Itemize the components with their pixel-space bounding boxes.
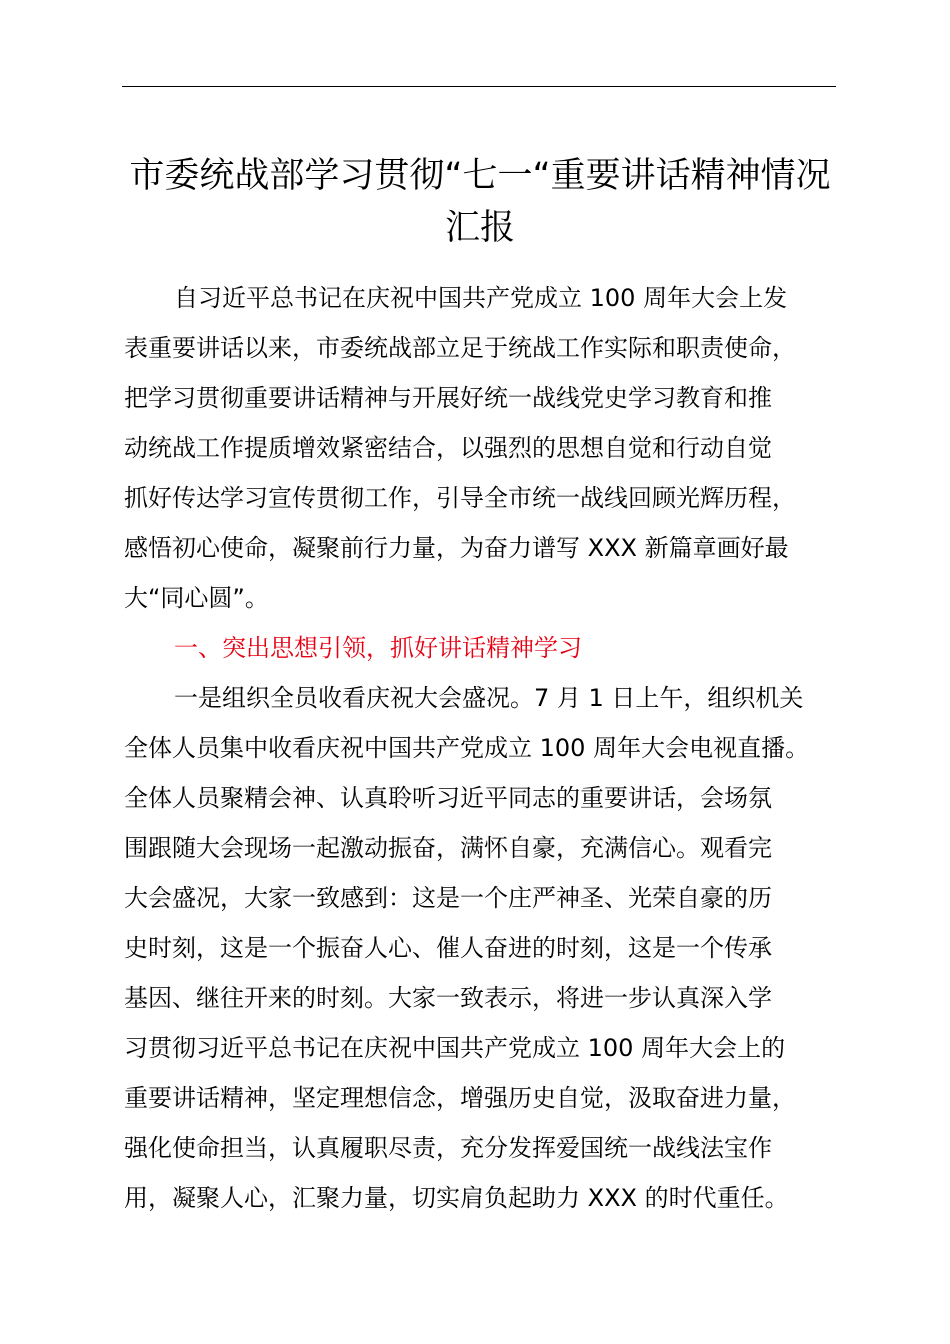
intro-paragraph bbox=[124, 273, 860, 623]
section-heading-text: 一、突出思想引领，抓好讲话精神学习 bbox=[174, 634, 582, 662]
title-line-1: 市委统战部学习贯彻“七一“重要讲话精神情况 bbox=[129, 156, 831, 196]
section-line: 基因、继往开来的时刻。大家一致表示，将进一步认真深入学 bbox=[124, 984, 772, 1012]
intro-line: 感悟初心使命，凝聚前行力量，为奋力谱写 XXX 新篇章画好最 bbox=[124, 534, 789, 562]
section-line: 习贯彻习近平总书记在庆祝中国共产党成立 100 周年大会上的 bbox=[124, 1034, 786, 1062]
intro-line: 大“同心圆”。 bbox=[124, 584, 269, 612]
section-line: 全体人员聚精会神、认真聆听习近平同志的重要讲话，会场氛 bbox=[124, 784, 772, 812]
intro-line: 表重要讲话以来，市委统战部立足于统战工作实际和职责使命， bbox=[124, 334, 796, 362]
section-line: 围跟随大会现场一起激动振奋，满怀自豪，充满信心。观看完 bbox=[124, 834, 772, 862]
section-line: 重要讲话精神，坚定理想信念，增强历史自觉，汲取奋进力量， bbox=[124, 1084, 796, 1112]
section-line: 强化使命担当，认真履职尽责，充分发挥爱国统一战线法宝作 bbox=[124, 1134, 772, 1162]
section-heading bbox=[124, 623, 860, 673]
section-paragraph bbox=[124, 673, 860, 1223]
intro-line: 自习近平总书记在庆祝中国共产党成立 100 周年大会上发 bbox=[174, 284, 788, 312]
section-line: 一是组织全员收看庆祝大会盛况。7 月 1 日上午，组织机关 bbox=[174, 684, 804, 712]
intro-line: 把学习贯彻重要讲话精神与开展好统一战线党史学习教育和推 bbox=[124, 384, 772, 412]
section-line: 用，凝聚人心，汇聚力量，切实肩负起助力 XXX 的时代重任。 bbox=[124, 1184, 789, 1212]
section-line: 大会盛况，大家一致感到：这是一个庄严神圣、光荣自豪的历 bbox=[124, 884, 772, 912]
intro-line: 动统战工作提质增效紧密结合，以强烈的思想自觉和行动自觉 bbox=[124, 434, 772, 462]
section-line: 史时刻，这是一个振奋人心、催人奋进的时刻，这是一个传承 bbox=[124, 934, 772, 962]
header-rule bbox=[122, 86, 836, 87]
section-line: 全体人员集中收看庆祝中国共产党成立 100 周年大会电视直播。 bbox=[124, 734, 810, 762]
document-title bbox=[110, 150, 850, 254]
document-body bbox=[124, 273, 860, 1223]
intro-line: 抓好传达学习宣传贯彻工作，引导全市统一战线回顾光辉历程， bbox=[124, 484, 796, 512]
title-line-2: 汇报 bbox=[444, 208, 515, 248]
